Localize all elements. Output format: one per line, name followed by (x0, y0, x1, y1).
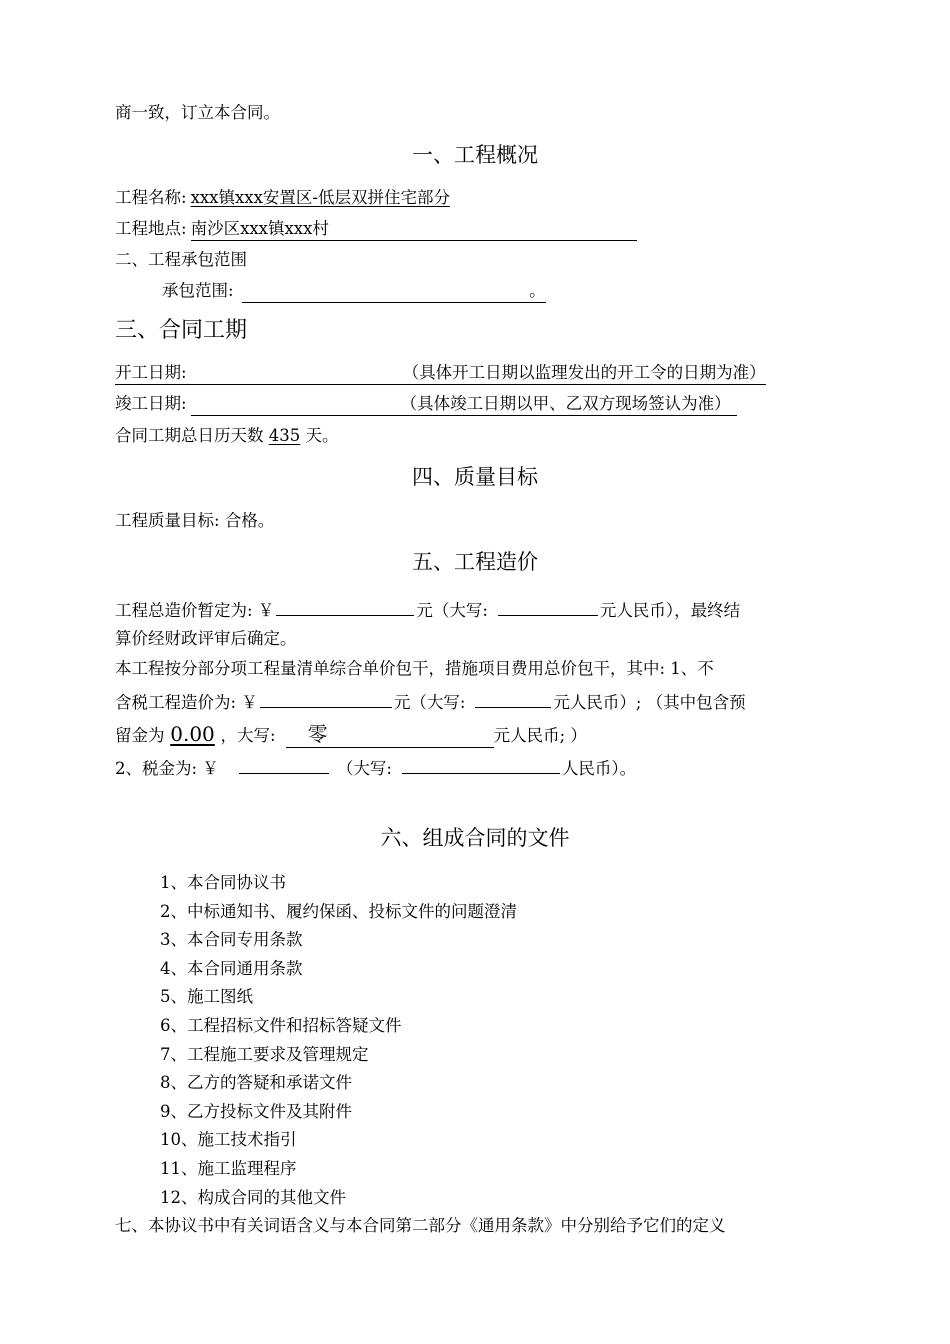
start-date-line (115, 362, 766, 385)
reserve-words-field (286, 723, 494, 748)
total-days-line (115, 425, 339, 447)
tax-words-label: （大写: (336, 759, 392, 778)
pretax-cost-suffix: 元人民币）; （其中包含预 (553, 693, 746, 712)
total-days-prefix: 合同工期总日历天数 (115, 426, 264, 445)
list-item: 4、本合同通用条款 (160, 959, 303, 978)
list-item: 8、乙方的答疑和承诺文件 (160, 1073, 352, 1092)
section-2-title: 二、工程承包范围 (115, 250, 247, 269)
project-location-field (191, 218, 637, 241)
list-item: 5、施工图纸 (160, 987, 253, 1006)
reserve-amount: 0.00 (170, 722, 215, 746)
start-date-field (115, 362, 766, 385)
project-location-line (115, 218, 637, 241)
reserve-suffix: 元人民币; ） (493, 726, 587, 745)
start-date-label: 开工日期: (115, 363, 187, 382)
list-item: 6、工程招标文件和招标答疑文件 (160, 1016, 402, 1035)
end-date-line (115, 393, 737, 416)
total-cost-words-blank (498, 598, 598, 616)
total-cost-suffix: 元人民币），最终结 (599, 601, 741, 620)
pretax-cost-words-blank (475, 690, 551, 708)
scope-label: 承包范围: (162, 281, 234, 300)
scope-line (162, 280, 546, 303)
section-4-title: 四、质量目标 (412, 465, 538, 489)
end-date-label: 竣工日期: (115, 394, 187, 413)
scope-end: 。 (529, 281, 546, 300)
tax-words-blank (402, 756, 560, 774)
start-date-note: （具体开工日期以监理发出的开工令的日期为准） (402, 363, 766, 382)
project-name-line (115, 187, 450, 209)
pricing-line-2 (115, 690, 746, 714)
list-item: 1、本合同协议书 (160, 873, 286, 892)
project-location-value: 南沙区xxx镇xxx村 (190, 219, 329, 238)
reserve-label: 留金为 (115, 726, 165, 745)
tax-prefix: 2、税金为: ￥ (115, 759, 219, 778)
pretax-cost-blank (260, 690, 392, 708)
section-3-title: 三、合同工期 (115, 318, 248, 343)
quality-goal-text: 工程质量目标: 合格。 (115, 511, 275, 530)
tax-line (115, 756, 636, 780)
section-5-title: 五、工程造价 (412, 550, 538, 574)
total-days-suffix: 天。 (305, 426, 339, 445)
tax-blank (239, 756, 329, 774)
section-7-text: 七、本协议书中有关词语含义与本合同第二部分《通用条款》中分别给予它们的定义 (115, 1216, 726, 1235)
list-item: 2、中标通知书、履约保函、投标文件的问题澄清 (160, 902, 517, 921)
total-cost-words-label: 元（大写: (416, 601, 488, 620)
pricing-line-1: 本工程按分部分项工程量清单综合单价包干，措施项目费用总价包干，其中: 1、不 (115, 659, 714, 678)
list-item: 10、施工技术指引 (160, 1130, 297, 1149)
list-item: 11、施工监理程序 (160, 1159, 297, 1178)
pretax-cost-prefix: 含税工程造价为: ￥ (115, 693, 258, 712)
end-date-note: （具体竣工日期以甲、乙双方现场签认为准） (400, 394, 731, 413)
list-item: 12、构成合同的其他文件 (160, 1188, 346, 1207)
total-days-value: 435 (268, 426, 301, 445)
list-item: 7、工程施工要求及管理规定 (160, 1045, 369, 1064)
total-cost-prefix: 工程总造价暂定为: ￥ (115, 601, 275, 620)
total-cost-line-2: 算价经财政评审后确定。 (115, 629, 297, 648)
intro-text: 商一致，订立本合同。 (115, 103, 280, 122)
scope-field (242, 280, 546, 303)
section-1-title: 一、工程概况 (412, 143, 538, 167)
list-item: 9、乙方投标文件及其附件 (160, 1102, 352, 1121)
project-name-label: 工程名称: (115, 188, 187, 207)
end-date-field (191, 393, 737, 416)
project-name-value: xxx镇xxx安置区-低层双拼住宅部分 (190, 188, 450, 207)
reserve-words-label: ，大写: (220, 726, 276, 745)
total-cost-blank (276, 598, 414, 616)
list-item: 3、本合同专用条款 (160, 930, 303, 949)
total-cost-line (115, 598, 740, 622)
pricing-line-3 (115, 723, 587, 748)
pretax-cost-words-label: 元（大写: (393, 693, 466, 712)
reserve-words-value: 零 (307, 722, 328, 746)
section-6-title: 六、组成合同的文件 (380, 826, 570, 850)
tax-suffix: 人民币）。 (561, 759, 637, 778)
project-location-label: 工程地点: (115, 219, 187, 238)
